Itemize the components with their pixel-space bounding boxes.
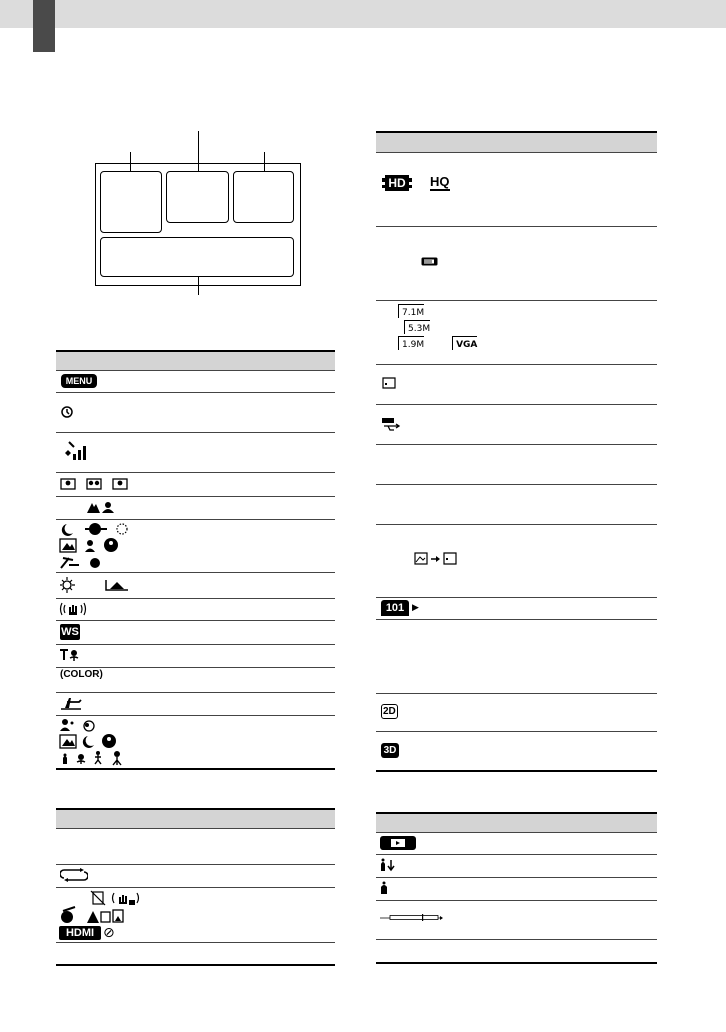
volume-icon <box>380 858 396 872</box>
mode-2d-icon: 2D <box>383 706 396 717</box>
hdmi-icon: HDMI ⊘ <box>59 926 115 940</box>
left-icon-table <box>56 350 335 770</box>
battery-icon <box>421 257 439 266</box>
mode-3d-icon: 3D <box>381 743 399 758</box>
x-v-color-icon: (COLOR) <box>60 669 103 680</box>
diagram-area-left <box>100 171 162 233</box>
wide-select-icon: WS <box>61 626 79 638</box>
table-header <box>376 812 657 832</box>
right-icon-table-2 <box>376 812 657 964</box>
playback-bar-icon <box>380 914 444 922</box>
steadyshot-off-icon <box>59 601 87 617</box>
memory-card-icon <box>382 377 396 389</box>
table-header <box>376 131 657 152</box>
volume-level-icon <box>380 881 388 895</box>
scene-selection-icon <box>59 522 131 570</box>
table-header <box>56 350 335 370</box>
menu-icon: MENU <box>61 374 97 388</box>
page-header-tab <box>33 0 55 52</box>
white-balance-icon <box>60 576 130 594</box>
left-icon-table-2 <box>56 808 335 966</box>
wind-noise-icon <box>59 694 83 710</box>
page-header-band <box>0 0 726 28</box>
photo-to-card-icon <box>414 552 460 566</box>
table-header <box>56 808 335 828</box>
recording-quality-icon: HD HQ <box>382 174 450 191</box>
no-entry-icon: ⊘ <box>103 925 115 941</box>
repeat-icon <box>60 868 88 882</box>
playback-icon <box>380 836 416 850</box>
arrow-right-icon: ▶ <box>412 602 419 613</box>
face-detection-icon <box>60 477 130 491</box>
scene-landscape-portrait-icon <box>86 500 116 514</box>
diagram-area-center <box>166 171 229 223</box>
diagram-area-right <box>233 171 294 223</box>
usb-icon <box>382 416 402 432</box>
intelligent-auto-icon <box>59 718 141 766</box>
warning-icons <box>59 890 141 924</box>
image-size-icons: 7.1M 5.3M 1.9M VGA <box>398 304 477 350</box>
self-timer-icon <box>60 404 74 418</box>
screen-diagram <box>95 163 301 286</box>
gps-icon <box>60 440 88 462</box>
right-icon-table <box>376 131 657 772</box>
folder-icon: 101 ▶ <box>381 600 419 616</box>
tele-macro-icon <box>59 647 83 663</box>
diagram-area-bottom <box>100 237 294 277</box>
